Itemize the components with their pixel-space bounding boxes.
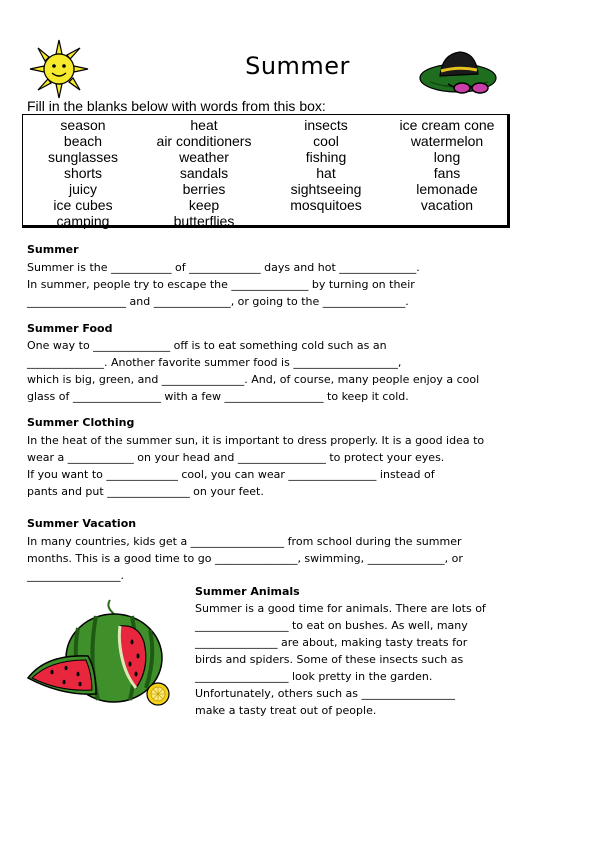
text-line: Summer is the ___________ of _____________ days and hot ______________.: [27, 261, 420, 274]
word-bank-item: shorts: [63, 165, 103, 181]
text-line: _________________.: [27, 569, 124, 582]
text-line: _________________ to eat on bushes. As well, many: [195, 619, 468, 632]
word-bank-item: heat: [190, 117, 218, 133]
page-title: Summer: [245, 52, 350, 80]
word-bank-item: camping: [56, 213, 110, 229]
text-line: ______________. Another favorite summer food is ___________________,: [27, 356, 402, 369]
word-bank-item: sunglasses: [47, 149, 119, 165]
section-title-summer-food: Summer Food: [27, 322, 113, 335]
word-bank-item: keep: [188, 197, 220, 213]
text-line: glass of ________________ with a few __________________ to keep it cold.: [27, 390, 409, 403]
word-bank-item: hat: [316, 165, 336, 181]
text-line: One way to ______________ off is to eat something cold such as an: [27, 339, 387, 352]
text-line: In summer, people try to escape the ______________ by turning on their: [27, 278, 415, 291]
word-bank-item: berries: [182, 181, 226, 197]
text-line: In the heat of the summer sun, it is important to dress properly. It is a good idea to: [27, 434, 485, 447]
word-bank-item: butterflies: [173, 213, 235, 229]
word-bank-item: beach: [63, 133, 103, 149]
section-body-summer-clothing: [27, 432, 484, 500]
word-bank-item: lemonade: [416, 181, 478, 197]
instructions: Fill in the blanks below with words from this box:: [27, 98, 326, 114]
word-bank-item: cool: [313, 133, 339, 149]
word-bank-item: long: [433, 149, 461, 165]
text-line: months. This is a good time to go _______________, swimming, ______________, or: [27, 552, 463, 565]
text-line: __________________ and ______________, or going to the _______________.: [27, 295, 409, 308]
word-bank-item: air conditioners: [156, 133, 252, 149]
watermelon-icon: [26, 598, 176, 710]
word-bank-item: season: [60, 117, 106, 133]
word-bank-item: weather: [179, 149, 229, 165]
sunhat-sunglasses-icon: [418, 44, 500, 100]
word-bank-item: insects: [304, 117, 348, 133]
word-bank-item: vacation: [420, 197, 474, 213]
word-bank-item: ice cream cone: [399, 117, 495, 133]
word-bank-item: juicy: [68, 181, 97, 197]
section-title-summer-clothing: Summer Clothing: [27, 416, 135, 429]
word-bank-item: fishing: [305, 149, 347, 165]
text-line: Unfortunately, others such as _________________: [195, 687, 456, 700]
text-line: If you want to _____________ cool, you can wear ________________ instead of: [27, 468, 435, 481]
section-title-summer-animals: Summer Animals: [195, 585, 300, 598]
word-bank-item: [387, 213, 507, 229]
section-body-summer-vacation: [27, 533, 463, 584]
text-line: _________________ look pretty in the garden.: [195, 670, 433, 683]
word-bank-item: ice cubes: [53, 197, 113, 213]
text-line: pants and put _______________ on your feet.: [27, 485, 264, 498]
text-line: In many countries, kids get a _________________ from school during the summer: [27, 535, 462, 548]
section-body-summer-animals: [195, 600, 486, 719]
text-line: which is big, green, and _______________. And, of course, many people enjoy a cool: [27, 373, 480, 386]
word-bank-item: sandals: [179, 165, 229, 181]
section-body-summer: [27, 259, 420, 310]
word-bank-box: [22, 114, 510, 228]
word-bank-grid: [23, 117, 507, 229]
word-bank-item: fans: [433, 165, 461, 181]
text-line: _______________ are about, making tasty treats for: [195, 636, 468, 649]
text-line: birds and spiders. Some of these insects such as: [195, 653, 464, 666]
section-body-summer-food: [27, 337, 479, 405]
text-line: make a tasty treat out of people.: [195, 704, 377, 717]
word-bank-item: watermelon: [410, 133, 484, 149]
word-bank-item: sightseeing: [290, 181, 362, 197]
section-title-summer-vacation: Summer Vacation: [27, 517, 137, 530]
text-line: wear a ____________ on your head and ________________ to protect your eyes.: [27, 451, 445, 464]
word-bank-item: mosquitoes: [290, 197, 362, 213]
section-title-summer: Summer: [27, 243, 79, 256]
text-line: Summer is a good time for animals. There are lots of: [195, 602, 486, 615]
word-bank-item: [265, 213, 387, 229]
